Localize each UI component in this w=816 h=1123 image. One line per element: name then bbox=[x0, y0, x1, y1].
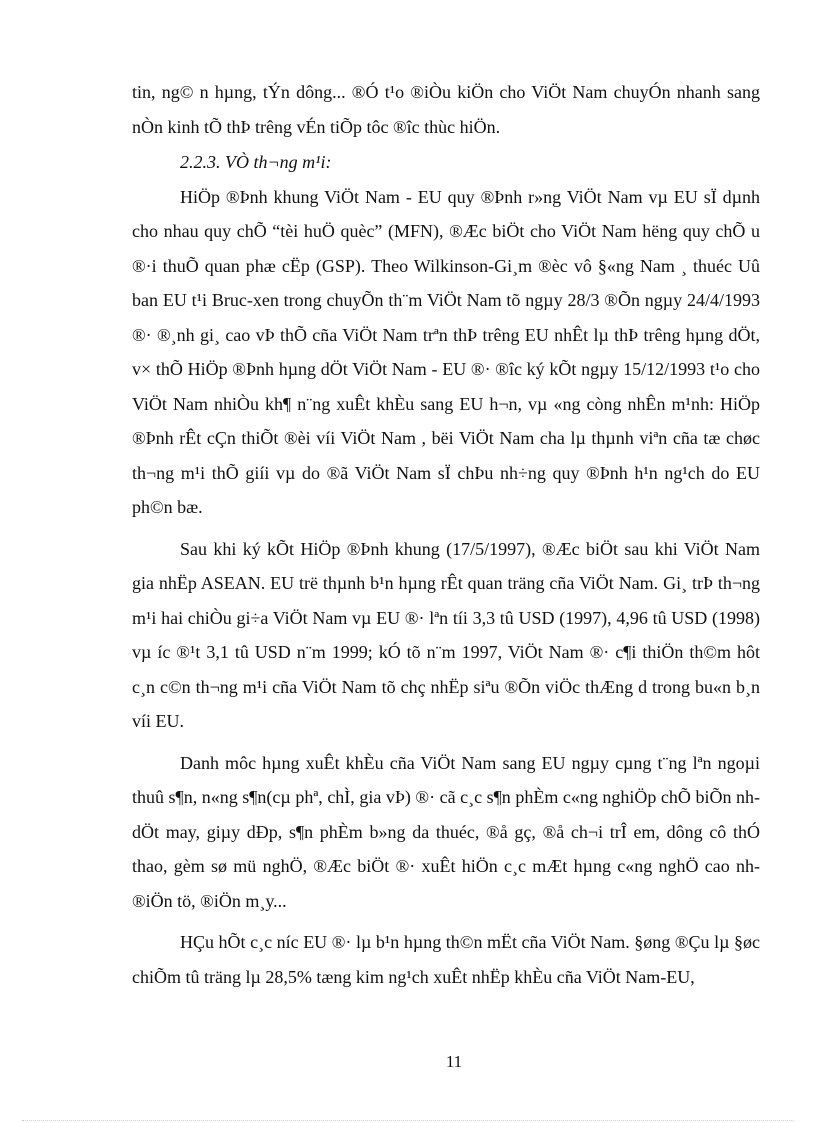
paragraph-trade-value: Sau khi ký kÕt HiÖp ®Þnh khung (17/5/1997), ®Æc biÖt sau khi ViÖt Nam gia nhËp ASEAN. EU trë thµnh b¹n hµng rÊt quan träng cña ViÖt Nam. Gi¸ trÞ th¬ng m¹i hai chiÒu gi÷a ViÖt Nam vµ EU ®· lªn tíi 3,3 tû USD (1997), 4,96 tû USD (1998) vµ íc ®¹t 3,1 tû USD n¨m 1999; kÓ tõ n¨m 1997, ViÖt Nam ®· c¶i thiÖn th©m hôt c¸n c©n th¬ng m¹i cña ViÖt Nam tõ chç nhËp siªu ®Õn viÖc thÆng d trong bu«n b¸n víi EU. bbox=[132, 538, 760, 731]
paragraph-export-goods: Danh môc hµng xuÊt khÈu cña ViÖt Nam sang EU ngµy cµng t¨ng lªn ngoµi thuû s¶n, n«ng s¶n(cµ phª, chÌ, gia vÞ) ®· cã c¸c s¶n phÈm c«ng nghiÖp chÕ biÕn nh dÖt may, giµy dÐp, s¶n phÈm b»ng da thuéc, ®å gç, ®å ch¬i trÎ em, dông cô thÓ thao, gèm sø mü nghÖ, ®Æc biÖt ®· xuÊt hiÖn c¸c mÆt hµng c«ng nghÖ cao nh ®iÖn tö, ®iÖn m¸y... bbox=[132, 752, 760, 911]
paragraph-partner-countries: HÇu hÕt c¸c níc EU ®· lµ b¹n hµng th©n mËt cña ViÖt Nam. §øng ®Çu lµ §øc chiÕm tû träng lµ 28,5% tæng kim ng¹ch xuÊt nhËp khÈu cña ViÖt Nam-EU, bbox=[132, 932, 760, 987]
page-number: 11 bbox=[445, 1052, 463, 1071]
section-heading: 2.2.3. VÒ th¬ng m¹i: bbox=[180, 152, 332, 172]
page-bottom-rule bbox=[22, 1120, 794, 1121]
page-body bbox=[132, 75, 760, 994]
paragraph-framework-agreement: HiÖp ®Þnh khung ViÖt Nam - EU quy ®Þnh r»ng ViÖt Nam vµ EU sÏ dµnh cho nhau quy chÕ “tèi huÖ quèc” (MFN), ®Æc biÖt cho ViÖt Nam hëng quy chÕ u ®·i thuÕ quan phæ cËp (GSP). Theo Wilkinson-Gi¸m ®èc vô §«ng Nam ¸ thuéc Uû ban EU t¹i Bruc-xen trong chuyÕn th¨m ViÖt Nam tõ ngµy 28/3 ®Õn ngµy 24/4/1993 ®· ®¸nh gi¸ cao vÞ thÕ cña ViÖt Nam trªn thÞ trêng EU nhÊt lµ thÞ trêng hµng dÖt, v× thÕ HiÖp ®Þnh hµng dÖt ViÖt Nam - EU ®· ®îc ký kÕt ngµy 15/12/1993 t¹o cho ViÖt Nam nhiÒu kh¶ n¨ng xuÊt khÈu sang EU h¬n, vµ «ng còng nhÊn m¹nh: HiÖp ®Þnh rÊt cÇn thiÕt ®èi víi ViÖt Nam , bëi ViÖt Nam cha lµ thµnh viªn cña tæ chøc th¬ng m¹i thÕ giíi vµ do ®ã ViÖt Nam sÏ chÞu nh÷ng quy ®Þnh h¹n ng¹ch do EU ph©n bæ. bbox=[132, 186, 760, 517]
paragraph-intro-continued: tin, ng© n hµng, tÝn dông... ®Ó t¹o ®iÒu kiÖn cho ViÖt Nam chuyÓn nhanh sang nÒn kinh tÕ thÞ trêng vÉn tiÕp tôc ®îc thùc hiÖn. bbox=[132, 82, 760, 137]
